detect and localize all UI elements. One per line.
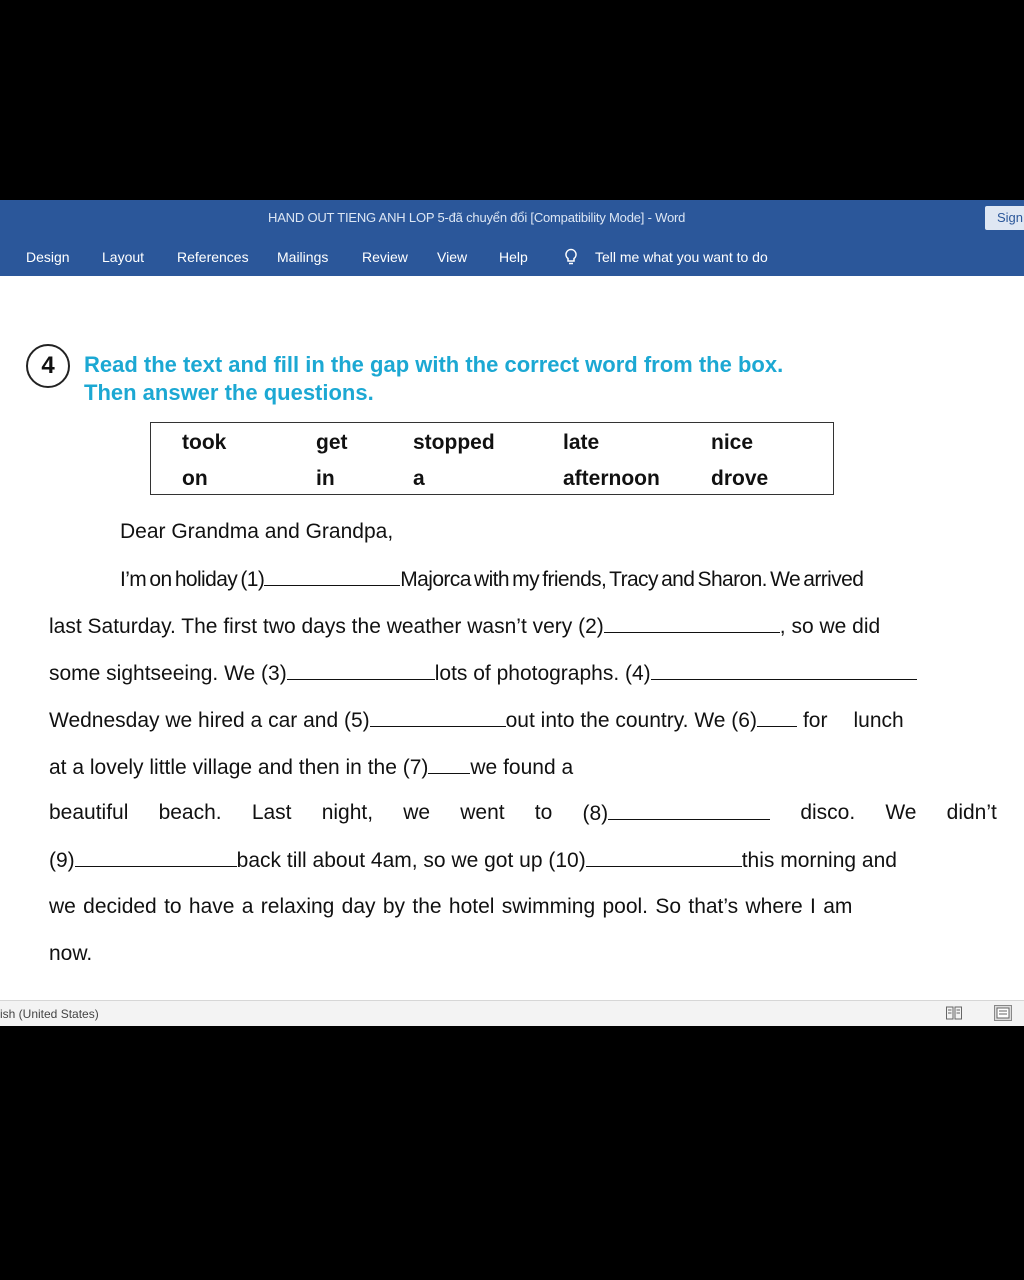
letter-word: night, xyxy=(321,801,374,824)
box-word: afternoon xyxy=(563,467,660,490)
box-word: drove xyxy=(711,467,769,490)
blank-2 xyxy=(604,614,780,633)
letter-line-3 xyxy=(49,661,917,686)
word-window xyxy=(0,200,1024,1026)
tab-mailings[interactable]: Mailings xyxy=(277,249,329,265)
letter-word: disco. xyxy=(800,801,856,824)
letter-greeting: Dear Grandma and Grandpa, xyxy=(120,520,394,543)
box-word: get xyxy=(316,431,348,454)
status-bar xyxy=(0,1000,1024,1026)
blank-5 xyxy=(370,708,506,727)
blank-9 xyxy=(75,848,237,867)
box-word: on xyxy=(182,467,208,490)
word-box xyxy=(150,422,834,495)
letter-line-6 xyxy=(49,801,997,826)
letter-word-with-blank xyxy=(582,801,770,826)
letter-text: I’m on holiday (1) xyxy=(120,568,265,591)
instruction-line-1: Read the text and fill in the gap with the correct word from the box. xyxy=(84,352,784,377)
exercise-number: 4 xyxy=(26,344,70,388)
box-word: nice xyxy=(711,431,754,454)
box-word: stopped xyxy=(413,431,495,454)
letter-word: Last xyxy=(251,801,292,824)
letter-text: back till about 4am, so we got up (10) xyxy=(236,849,586,872)
print-layout-icon[interactable] xyxy=(994,1005,1012,1021)
letter-word: didn’t xyxy=(946,801,997,824)
sign-in-button[interactable]: Sign xyxy=(985,206,1024,230)
letter-text: last Saturday. The first two days the weather wasn’t very (2) xyxy=(49,615,604,638)
letter-text: some sightseeing. We (3) xyxy=(49,662,287,685)
blank-1 xyxy=(264,567,400,586)
title-bar xyxy=(0,200,1024,236)
box-word: late xyxy=(563,431,600,454)
letter-text: out into the country. We (6) xyxy=(505,709,757,732)
tab-review[interactable]: Review xyxy=(362,249,408,265)
read-mode-icon[interactable] xyxy=(945,1005,963,1021)
ribbon-tabs xyxy=(0,236,1024,276)
window-title: HAND OUT TIENG ANH LOP 5-đã chuyển đổi [Compatibility Mode] - Word xyxy=(268,210,686,225)
language-status[interactable]: ish (United States) xyxy=(0,1007,99,1021)
tab-layout[interactable]: Layout xyxy=(102,249,145,265)
letter-word: (8) xyxy=(582,802,609,825)
letter-word: beach. xyxy=(158,801,222,824)
letter-line-1 xyxy=(120,567,863,592)
blank-7 xyxy=(428,755,470,774)
letter-line-7 xyxy=(49,848,897,873)
letter-word: to xyxy=(534,801,553,824)
letter-text: Majorca with my friends, Tracy and Sharon. We arrived xyxy=(400,568,864,591)
letter-word: went xyxy=(460,801,505,824)
blank-6 xyxy=(757,708,797,727)
letter-text: this morning and xyxy=(741,849,897,872)
letter-line-5 xyxy=(49,755,573,780)
tab-references[interactable]: References xyxy=(177,249,249,265)
lightbulb-icon[interactable] xyxy=(563,248,579,266)
letter-word: We xyxy=(885,801,917,824)
blank-8 xyxy=(608,801,770,820)
tab-design[interactable]: Design xyxy=(26,249,70,265)
letter-text: for xyxy=(802,709,828,732)
letter-text: lots of photographs. (4) xyxy=(434,662,651,685)
letter-text: Wednesday we hired a car and (5) xyxy=(49,709,370,732)
letter-text: at a lovely little village and then in the (7) xyxy=(49,756,429,779)
tab-help[interactable]: Help xyxy=(499,249,528,265)
letter-word: we xyxy=(403,801,431,824)
letter-word: beautiful xyxy=(49,801,129,824)
letter-text: , so we did xyxy=(779,615,881,638)
blank-10 xyxy=(586,848,742,867)
letter-text: (9) xyxy=(49,849,75,872)
letter-line-2 xyxy=(49,614,880,639)
letter-line-4 xyxy=(49,708,904,733)
box-word: in xyxy=(316,467,335,490)
box-word: took xyxy=(182,431,227,454)
letter-text: we found a xyxy=(470,756,574,779)
letter-line-8: we decided to have a relaxing day by the hotel swimming pool. So that’s where I am xyxy=(49,895,853,918)
tab-view[interactable]: View xyxy=(437,249,468,265)
blank-4 xyxy=(651,661,917,680)
letter-line-9: now. xyxy=(49,942,93,965)
instruction-line-2: Then answer the questions. xyxy=(84,380,374,405)
box-word: a xyxy=(413,467,425,490)
blank-3 xyxy=(287,661,435,680)
tell-me-search[interactable]: Tell me what you want to do xyxy=(595,249,768,265)
document-page[interactable] xyxy=(0,276,1024,1000)
letter-text: lunch xyxy=(853,709,904,732)
